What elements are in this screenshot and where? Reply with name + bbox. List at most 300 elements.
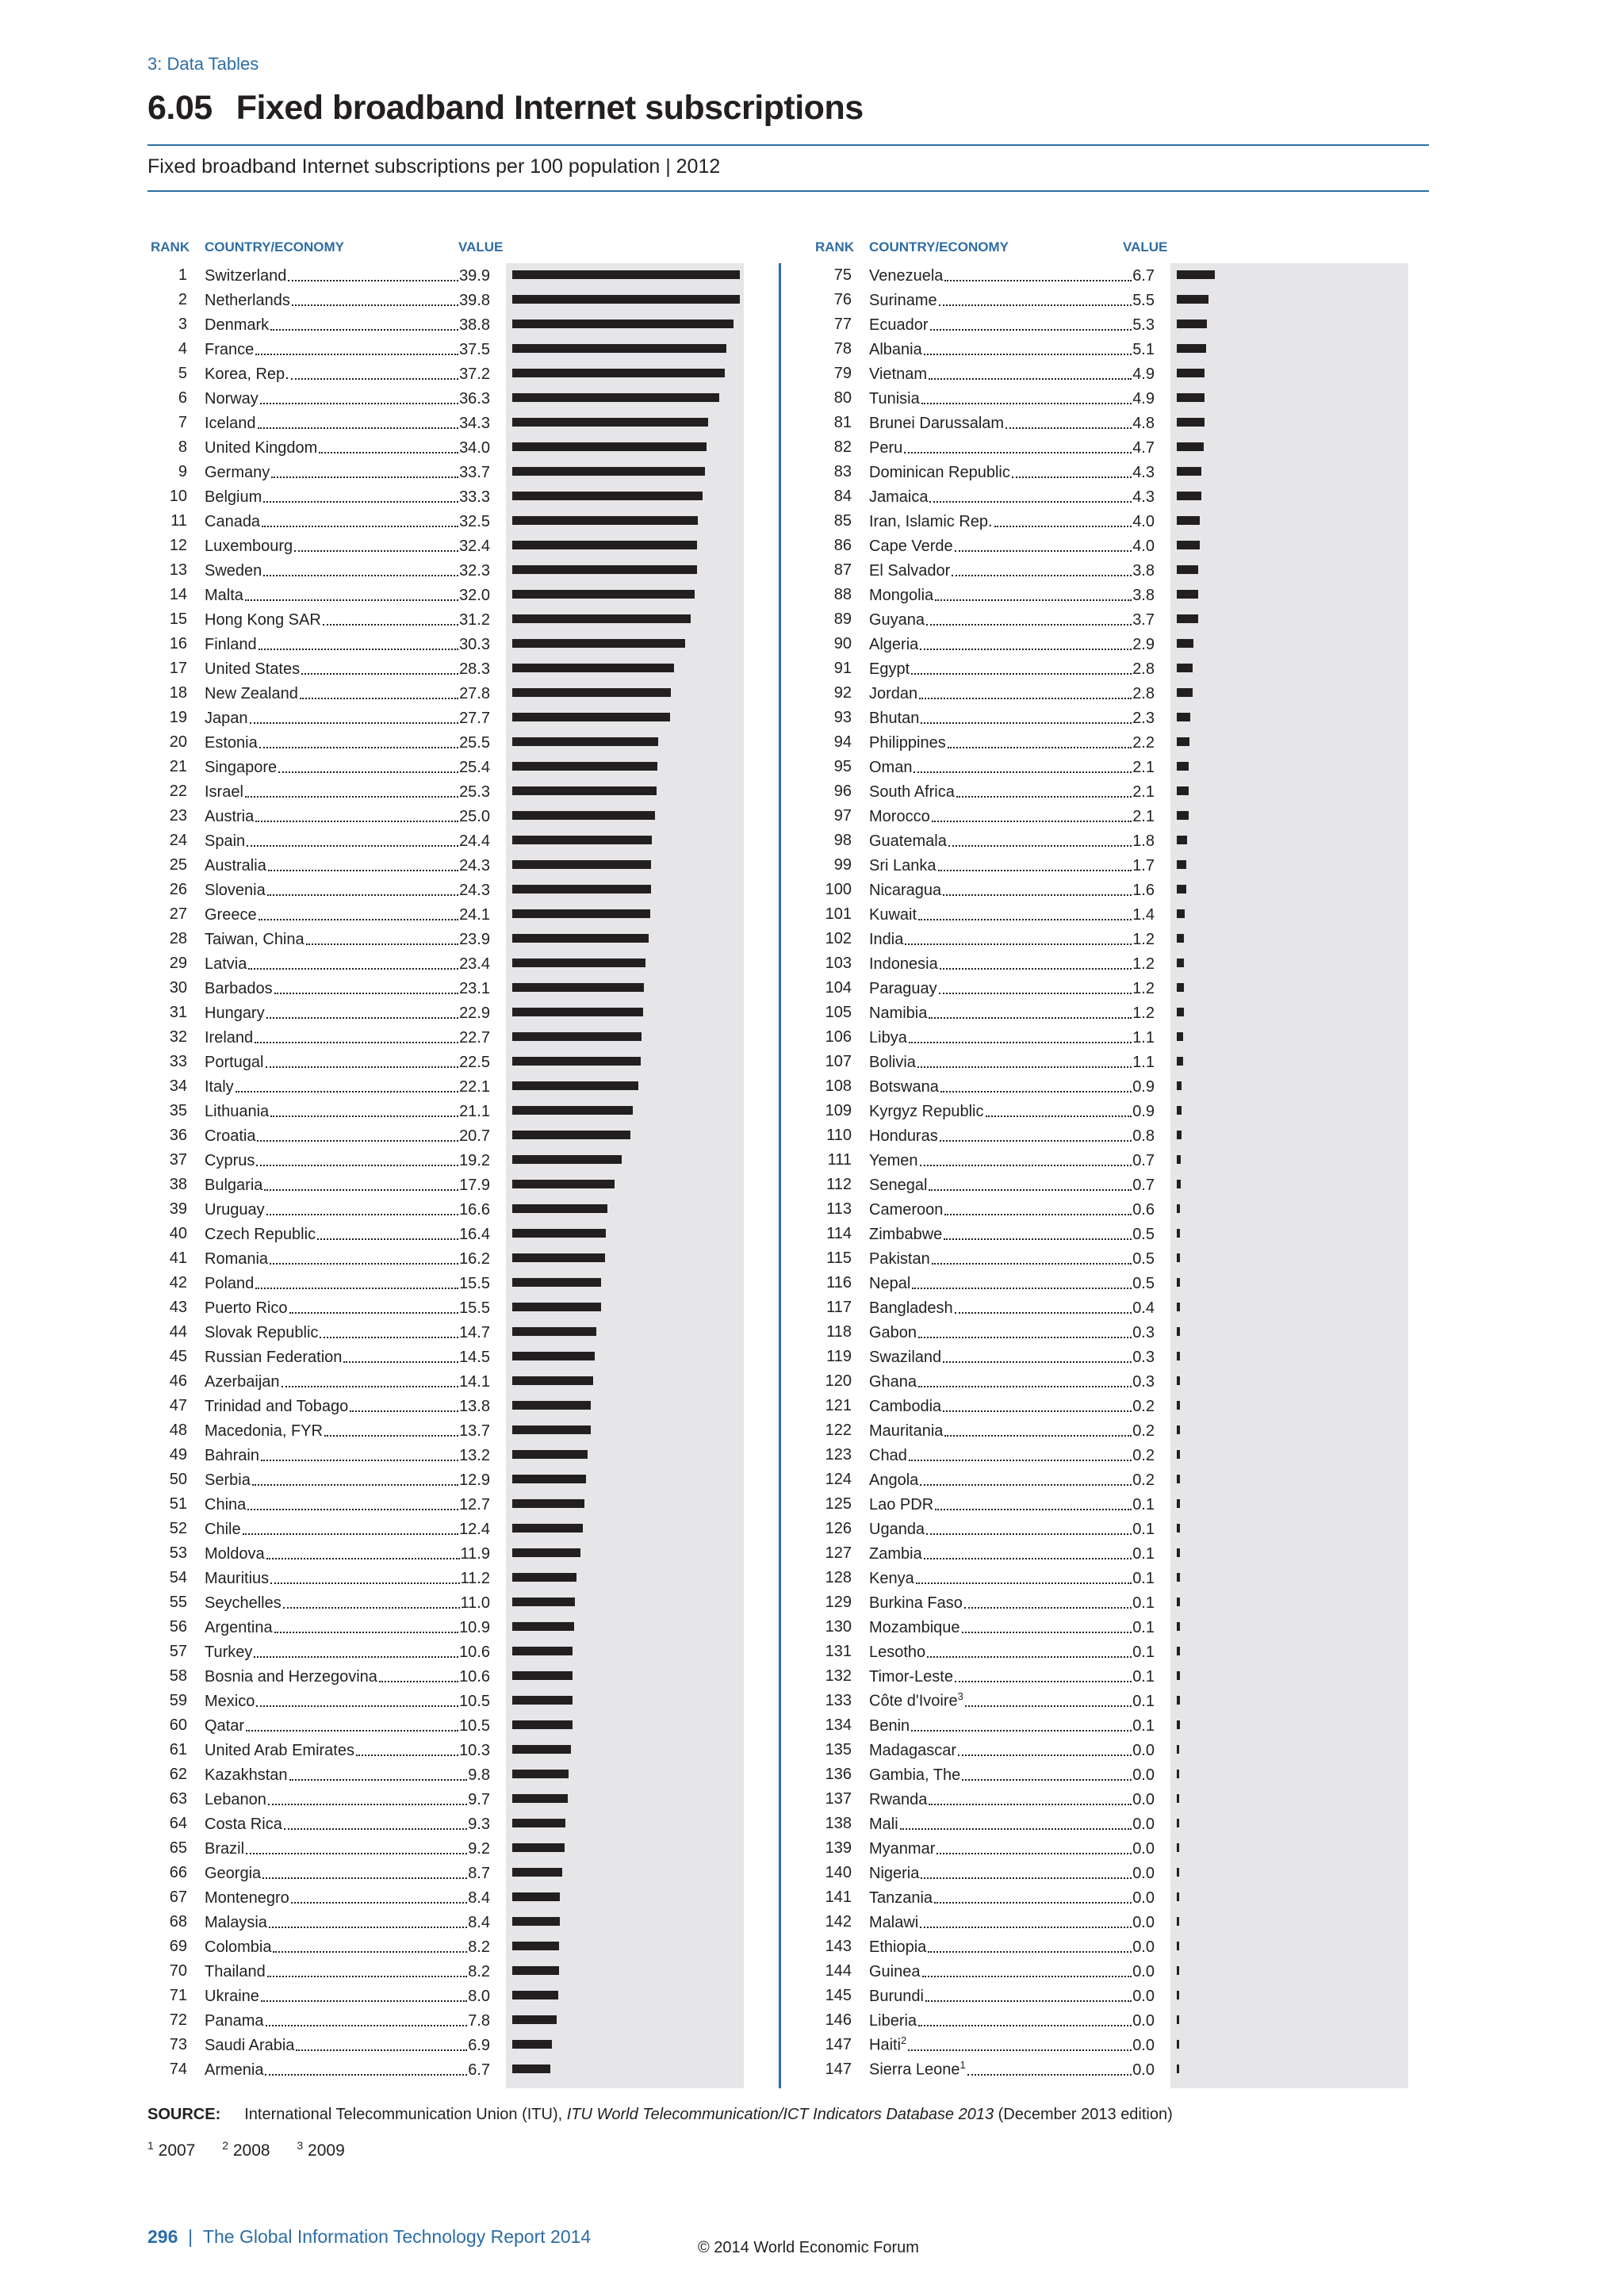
row-value: 2.3 <box>1132 710 1155 727</box>
row-rank: 101 <box>825 905 852 923</box>
row-bar <box>512 393 719 402</box>
row-value: 22.7 <box>459 1029 490 1047</box>
source-label: SOURCE: <box>147 2106 221 2123</box>
row-bar <box>512 1892 560 1901</box>
row-bar <box>1177 1057 1183 1066</box>
row-country: Guinea <box>869 1963 921 1980</box>
row-value: 0.3 <box>1132 1324 1155 1341</box>
row-bar <box>512 1180 615 1188</box>
row-value: 0.3 <box>1132 1373 1155 1391</box>
row-value: 10.6 <box>459 1644 490 1661</box>
row-rank: 112 <box>826 1176 852 1193</box>
row-rank: 107 <box>825 1053 852 1070</box>
row-label <box>869 1151 1155 1170</box>
row-label <box>869 266 1155 285</box>
dot-leader <box>952 575 1132 576</box>
row-label <box>205 832 490 851</box>
row-country: Germany <box>205 464 270 481</box>
dot-leader <box>291 378 458 380</box>
row-rank: 130 <box>825 1618 852 1636</box>
row-value: 10.5 <box>459 1717 490 1735</box>
row-country: Mozambique <box>869 1619 960 1636</box>
row-rank: 145 <box>825 1987 852 2004</box>
row-country: United Arab Emirates <box>205 1742 354 1759</box>
row-country: Lithuania <box>205 1103 270 1120</box>
row-label <box>205 1397 490 1416</box>
row-label <box>869 1127 1155 1146</box>
row-rank: 140 <box>825 1864 852 1881</box>
row-country: Guyana <box>869 611 925 629</box>
row-bar <box>512 688 671 697</box>
row-value: 21.1 <box>459 1103 490 1120</box>
dot-leader <box>939 993 1132 994</box>
dot-leader <box>270 1115 458 1117</box>
row-value: 23.4 <box>459 955 490 973</box>
row-footnote-mark: 3 <box>957 1692 963 1703</box>
row-value: 0.0 <box>1132 2037 1155 2054</box>
row-rank: 66 <box>169 1864 187 1881</box>
row-bar <box>512 1253 605 1262</box>
row-country: Armenia <box>205 2061 264 2079</box>
row-rank: 138 <box>825 1815 852 1832</box>
row-country: Botswana <box>869 1078 939 1096</box>
row-bar <box>512 909 650 918</box>
row-rank: 25 <box>169 856 187 874</box>
row-value: 0.4 <box>1132 1299 1155 1317</box>
dot-leader <box>282 1386 459 1387</box>
dot-leader <box>920 649 1132 650</box>
row-rank: 13 <box>169 561 187 579</box>
row-rank: 35 <box>169 1102 187 1119</box>
row-bar <box>512 983 644 992</box>
dot-leader <box>268 870 458 871</box>
row-label <box>869 955 1155 974</box>
dot-leader <box>918 1386 1132 1387</box>
dot-leader <box>266 1066 459 1068</box>
row-label <box>869 832 1155 851</box>
row-country: Philippines <box>869 734 946 752</box>
row-value: 32.3 <box>459 562 490 580</box>
dot-leader <box>289 1779 468 1781</box>
row-value: 2.8 <box>1132 660 1155 678</box>
row-rank: 61 <box>169 1741 187 1758</box>
dot-leader <box>929 1017 1132 1019</box>
row-label <box>869 635 1155 654</box>
row-country: Poland <box>205 1275 255 1292</box>
row-country: Zimbabwe <box>869 1226 943 1243</box>
row-country: Korea, Rep. <box>205 365 289 383</box>
row-rank: 71 <box>169 1987 187 2004</box>
row-rank: 137 <box>825 1790 852 1808</box>
row-rank: 37 <box>169 1151 187 1169</box>
row-label <box>869 1741 1155 1760</box>
row-country: Singapore <box>205 759 278 776</box>
row-value: 22.5 <box>459 1054 490 1071</box>
row-label <box>205 561 490 580</box>
row-bar <box>1177 1548 1180 1557</box>
row-value: 3.8 <box>1132 562 1155 580</box>
row-label <box>869 930 1155 949</box>
row-value: 14.1 <box>459 1373 490 1391</box>
dot-leader <box>930 329 1132 331</box>
dot-leader <box>925 2000 1132 2002</box>
row-rank: 142 <box>825 1913 852 1931</box>
row-rank: 7 <box>178 414 187 431</box>
row-country: Bosnia and Herzegovina <box>205 1668 377 1686</box>
row-country: Ecuador <box>869 316 929 334</box>
row-rank: 118 <box>826 1323 852 1341</box>
row-value: 11.9 <box>460 1545 490 1563</box>
row-rank: 9 <box>178 463 187 480</box>
row-country: Madagascar <box>869 1742 957 1759</box>
row-country: Haiti$^2$ <box>869 2036 907 2054</box>
row-bar <box>1177 713 1190 721</box>
row-rank: 68 <box>169 1913 187 1931</box>
row-country: Gambia, The <box>869 1766 961 1784</box>
country-header: COUNTRY/ECONOMY <box>869 239 1009 254</box>
row-label <box>869 1815 1155 1834</box>
row-rank: 83 <box>833 463 852 480</box>
dot-leader <box>300 698 458 699</box>
row-footnote-mark: 2 <box>901 2036 907 2047</box>
dot-leader <box>917 1066 1132 1068</box>
row-bar <box>512 1548 580 1557</box>
row-country: Brunei Darussalam <box>869 415 1005 432</box>
row-bar <box>1177 1253 1180 1262</box>
row-rank: 81 <box>833 414 852 431</box>
dot-leader <box>1012 476 1132 478</box>
row-value: 8.4 <box>468 1889 490 1907</box>
row-country: Spain <box>205 832 246 850</box>
row-bar <box>1177 934 1184 943</box>
row-country: Chad <box>869 1447 907 1464</box>
dot-leader <box>962 1779 1132 1781</box>
row-bar <box>512 639 685 648</box>
row-value: 7.8 <box>468 2012 490 2030</box>
row-country: Kazakhstan <box>205 1766 288 1784</box>
row-label <box>869 905 1155 924</box>
row-value: 13.8 <box>459 1398 490 1415</box>
row-value: 5.5 <box>1132 292 1155 309</box>
row-rank: 17 <box>169 660 187 677</box>
dot-leader <box>924 1558 1132 1559</box>
row-value: 24.3 <box>459 882 490 899</box>
row-label <box>869 881 1155 900</box>
row-bar <box>1177 762 1189 771</box>
row-label <box>869 1520 1155 1539</box>
dot-leader <box>324 1435 458 1437</box>
row-country: Jordan <box>869 685 918 702</box>
row-rank: 100 <box>825 881 852 898</box>
row-label <box>205 291 490 310</box>
row-rank: 95 <box>833 758 852 775</box>
row-label <box>869 660 1155 679</box>
row-label <box>205 1127 490 1146</box>
row-rank: 72 <box>169 2011 187 2029</box>
row-bar <box>1177 1671 1180 1680</box>
row-rank: 10 <box>169 488 187 505</box>
row-country: Mauritania <box>869 1422 944 1440</box>
dot-leader <box>296 2049 467 2051</box>
row-value: 0.0 <box>1132 1914 1155 1931</box>
dot-leader <box>252 1484 458 1486</box>
row-rank: 77 <box>833 316 852 333</box>
row-value: 28.3 <box>459 660 490 678</box>
row-rank: 131 <box>825 1643 852 1660</box>
row-rank: 70 <box>169 1962 187 1980</box>
row-bar <box>512 1843 565 1852</box>
dot-leader <box>921 722 1132 724</box>
row-country: Luxembourg <box>205 538 293 555</box>
row-label <box>869 783 1155 802</box>
row-country: Bhutan <box>869 710 920 727</box>
row-country: Malawi <box>869 1914 919 1931</box>
row-rank: 103 <box>825 955 852 972</box>
row-bar <box>1177 1327 1180 1336</box>
row-country: Panama <box>205 2012 264 2030</box>
row-bar <box>1177 565 1198 574</box>
dot-leader <box>291 1902 467 1904</box>
row-bar <box>512 1868 562 1877</box>
row-country: United Kingdom <box>205 439 318 457</box>
row-value: 37.5 <box>459 341 490 358</box>
row-country: Slovak Republic <box>205 1324 319 1341</box>
row-label <box>205 758 490 777</box>
row-value: 9.7 <box>468 1791 490 1808</box>
dot-leader <box>920 1927 1132 1928</box>
row-value: 17.9 <box>459 1177 490 1194</box>
row-rank: 87 <box>833 561 852 579</box>
row-rank: 141 <box>825 1888 852 1906</box>
row-bar <box>512 1376 593 1385</box>
row-value: 10.6 <box>459 1668 490 1686</box>
row-bar <box>512 1106 633 1115</box>
row-label <box>205 1471 490 1490</box>
row-bar <box>512 270 740 279</box>
row-label <box>869 291 1155 310</box>
row-label <box>205 709 490 728</box>
row-rank: 58 <box>169 1667 187 1685</box>
row-value: 12.7 <box>459 1496 490 1513</box>
row-bar <box>1177 1081 1182 1090</box>
row-bar <box>1177 516 1200 525</box>
row-bar <box>1177 1303 1180 1311</box>
row-label <box>869 1569 1155 1588</box>
row-rank: 147 <box>825 2061 852 2078</box>
row-rank: 121 <box>825 1397 852 1414</box>
row-value: 15.5 <box>459 1275 490 1292</box>
row-bar <box>1177 1180 1181 1188</box>
row-label <box>205 807 490 826</box>
row-bar <box>1177 1991 1179 1999</box>
dot-leader <box>264 1189 458 1191</box>
row-value: 31.2 <box>459 611 490 629</box>
row-bar <box>512 1401 591 1410</box>
row-value: 8.2 <box>468 1938 490 1956</box>
row-bar <box>512 1745 571 1754</box>
row-rank: 42 <box>169 1274 187 1292</box>
row-country: Puerto Rico <box>205 1299 288 1317</box>
row-bar <box>512 959 645 967</box>
row-value: 25.5 <box>459 734 490 752</box>
row-label <box>869 586 1155 605</box>
row-country: Ukraine <box>205 1988 259 2005</box>
row-label <box>205 1446 490 1465</box>
row-country: Cameroon <box>869 1201 944 1219</box>
row-rank: 110 <box>826 1127 852 1144</box>
row-rank: 127 <box>825 1544 852 1562</box>
column-divider <box>779 263 781 2088</box>
row-bar <box>512 1131 630 1139</box>
row-value: 0.0 <box>1132 1938 1155 1956</box>
dot-leader <box>943 1410 1132 1412</box>
row-bar <box>512 541 697 549</box>
row-label <box>869 1102 1155 1121</box>
copyright: © 2014 World Economic Forum <box>698 2239 919 2256</box>
dot-leader <box>269 1927 467 1928</box>
row-label <box>205 1299 490 1318</box>
row-footnote-mark: 1 <box>959 2061 966 2072</box>
row-bar <box>1177 1524 1180 1533</box>
row-rank: 50 <box>169 1471 187 1488</box>
row-country: India <box>869 931 904 948</box>
row-country: Côte d'Ivoire$^3$ <box>869 1692 963 1710</box>
row-value: 11.0 <box>460 1594 490 1612</box>
row-value: 9.8 <box>468 1766 490 1784</box>
dot-leader <box>932 821 1132 822</box>
row-label <box>205 1938 490 1957</box>
row-bar <box>1177 1770 1179 1778</box>
dot-leader <box>958 1755 1132 1756</box>
footnotes <box>147 2139 367 2160</box>
dot-leader <box>918 1337 1132 1338</box>
bar-track <box>506 263 744 2088</box>
row-label <box>869 1667 1155 1686</box>
row-country: Timor-Leste <box>869 1668 953 1686</box>
row-bar <box>512 418 708 427</box>
row-country: Albania <box>869 341 922 358</box>
dot-leader <box>259 649 458 650</box>
row-bar <box>512 1794 568 1803</box>
row-label <box>869 758 1155 777</box>
page-title <box>147 89 864 128</box>
row-bar <box>512 713 670 721</box>
row-value: 8.7 <box>468 1865 490 1882</box>
row-label <box>869 414 1155 433</box>
row-label <box>205 856 490 875</box>
row-value: 5.1 <box>1132 341 1155 358</box>
row-country: Taiwan, China <box>205 931 304 948</box>
row-label <box>205 340 490 359</box>
row-country: Ghana <box>869 1373 917 1391</box>
row-value: 0.2 <box>1132 1447 1155 1464</box>
row-rank: 64 <box>169 1815 187 1832</box>
row-bar <box>512 2064 550 2073</box>
row-label <box>869 1716 1155 1735</box>
row-rank: 146 <box>825 2011 852 2029</box>
row-bar <box>512 1720 573 1729</box>
row-bar <box>512 1303 601 1311</box>
row-country: Bolivia <box>869 1054 916 1071</box>
dot-leader <box>356 1755 458 1756</box>
row-label <box>869 1249 1155 1269</box>
dot-leader <box>940 1091 1132 1093</box>
row-label <box>205 1716 490 1735</box>
row-bar <box>1177 320 1207 328</box>
row-label <box>869 1643 1155 1662</box>
row-label <box>869 2036 1155 2055</box>
row-label <box>205 1790 490 1809</box>
row-label <box>205 1422 490 1441</box>
row-value: 0.0 <box>1132 1889 1155 1907</box>
row-rank: 8 <box>178 438 187 456</box>
row-label <box>869 1790 1155 1809</box>
row-label <box>205 979 490 998</box>
row-rank: 21 <box>169 758 187 775</box>
dot-leader <box>294 550 458 552</box>
row-bar <box>512 1942 559 1950</box>
row-rank: 74 <box>169 2061 187 2078</box>
dot-leader <box>944 1238 1132 1240</box>
row-bar <box>1177 418 1205 427</box>
dot-leader <box>919 698 1132 699</box>
row-rank: 54 <box>169 1569 187 1586</box>
row-bar <box>512 320 733 328</box>
row-rank: 135 <box>825 1741 852 1758</box>
row-value: 10.9 <box>459 1619 490 1636</box>
row-value: 4.0 <box>1132 538 1155 555</box>
row-country: Lao PDR <box>869 1496 934 1513</box>
row-country: Kenya <box>869 1570 914 1587</box>
row-label <box>205 266 490 285</box>
row-country: Finland <box>205 636 257 653</box>
row-country: Belgium <box>205 488 262 506</box>
row-bar <box>1177 1499 1180 1508</box>
row-country: Peru <box>869 439 903 457</box>
row-rank: 4 <box>178 340 187 358</box>
dot-leader <box>940 968 1132 970</box>
row-country: Pakistan <box>869 1250 930 1268</box>
row-value: 34.0 <box>459 439 490 457</box>
row-label <box>205 1102 490 1121</box>
dot-leader <box>926 624 1132 626</box>
row-label <box>205 1987 490 2006</box>
row-bar <box>512 516 698 525</box>
row-rank: 3 <box>178 316 187 333</box>
row-label <box>869 1471 1155 1490</box>
row-rank: 22 <box>169 783 187 800</box>
row-value: 0.1 <box>1132 1668 1155 1686</box>
dot-leader <box>247 1509 458 1510</box>
row-country: Venezuela <box>869 267 944 285</box>
row-value: 20.7 <box>459 1127 490 1145</box>
row-label <box>205 365 490 384</box>
dot-leader <box>962 1632 1132 1633</box>
row-rank: 78 <box>833 340 852 358</box>
row-rank: 1 <box>178 266 187 284</box>
row-value: 1.1 <box>1132 1054 1155 1071</box>
row-label <box>205 512 490 531</box>
row-bar <box>1177 664 1193 672</box>
dot-leader <box>350 1410 458 1412</box>
row-rank: 19 <box>169 709 187 726</box>
row-bar <box>512 1524 583 1533</box>
row-bar <box>512 1598 575 1606</box>
dot-leader <box>918 2025 1132 2026</box>
row-country: Russian Federation <box>205 1349 343 1366</box>
row-country: Croatia <box>205 1127 256 1145</box>
row-bar <box>512 2040 552 2049</box>
